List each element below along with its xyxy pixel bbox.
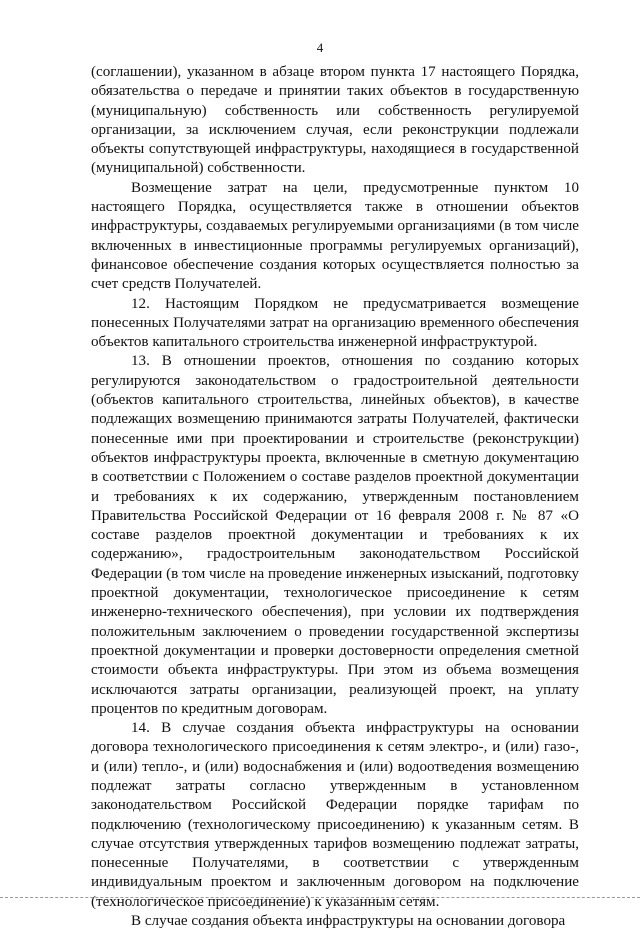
paragraph-reimbursement-scope: Возмещение затрат на цели, предусмотренные пунктом 10 настоящего Порядка, осуществляется также в отношении объектов инфраструктуры, создаваемых регулируемыми организациями (в том числе включенных в инвестиционные программы регулируемых организаций), финансовое обеспечение создания которых осуществляется полностью за счет средств Получателей. — [91, 179, 579, 293]
paragraph-continuation: (соглашении), указанном в абзаце втором пункта 17 настоящего Порядка, обязательства о передаче и принятии таких объектов в государственную (муниципальную) собственность или собственность регулируемой организации, за исключением случая, если реконструкции подлежали объекты сопутствующей инфраструктуры, находящиеся в государственной (муниципальной) собственности. — [91, 64, 579, 177]
paragraph-14: 14. В случае создания объекта инфраструктуры на основании договора технологического присоединения к сетям электро-, и (или) газо-, и (или) тепло-, и (или) водоснабжения и (или) водоотведения возмещению подлежат затраты согласно утвержденным в установленном законодательством Российской Федерации порядке тарифам по подключению (технологическому присоединению) к указанным сетям. В случае отсутствия утвержденных тарифов возмещению подлежат затраты, понесенные Получателями, в соответствии с утвержденным индивидуальным проектом и заключенным договором на подключение (технологическое присоединение) к указанным сетям. — [91, 720, 579, 910]
document-body — [91, 63, 579, 931]
scan-bottom-edge — [0, 897, 640, 898]
paragraph-14-continuation: В случае создания объекта инфраструктуры на основании договора — [131, 913, 566, 930]
paragraph-12: 12. Настоящим Порядком не предусматривается возмещение понесенных Получателями затрат на организацию временного обеспечения объектов капитального строительства инженерной инфраструктурой. — [91, 295, 579, 351]
page-number: 4 — [316, 40, 324, 55]
paragraph-13: 13. В отношении проектов, отношения по созданию которых регулируются законодательством о градостроительной деятельности (объектов капитального строительства, линейных объектов), в качестве подлежащих возмещению принимаются затраты Получателей, фактически понесенные ими при проектировании и строительстве (реконструкции) объектов инфраструктуры проекта, включенные в сметную документацию в соответствии с Положением о составе разделов проектной документации и требованиях к их содержанию, утвержденным постановлением Правительства Российской Федерации от 16 февраля 2008 г. № 87 «О составе разделов проектной документации и требованиях к их содержанию», градостроительным законодательством Российской Федерации (в том числе на проведение инженерных изысканий, подготовку проектной документации, технологическое присоединение к сетям инженерно-технического обеспечения), при условии их подтверждения положительным заключением о проведении государственной экспертизы проектной документации и проверки достоверности определения сметной стоимости объекта инфраструктуры. При этом из объема возмещения исключаются затраты организации, реализующей проект, на уплату процентов по кредитным договорам. — [91, 353, 579, 717]
